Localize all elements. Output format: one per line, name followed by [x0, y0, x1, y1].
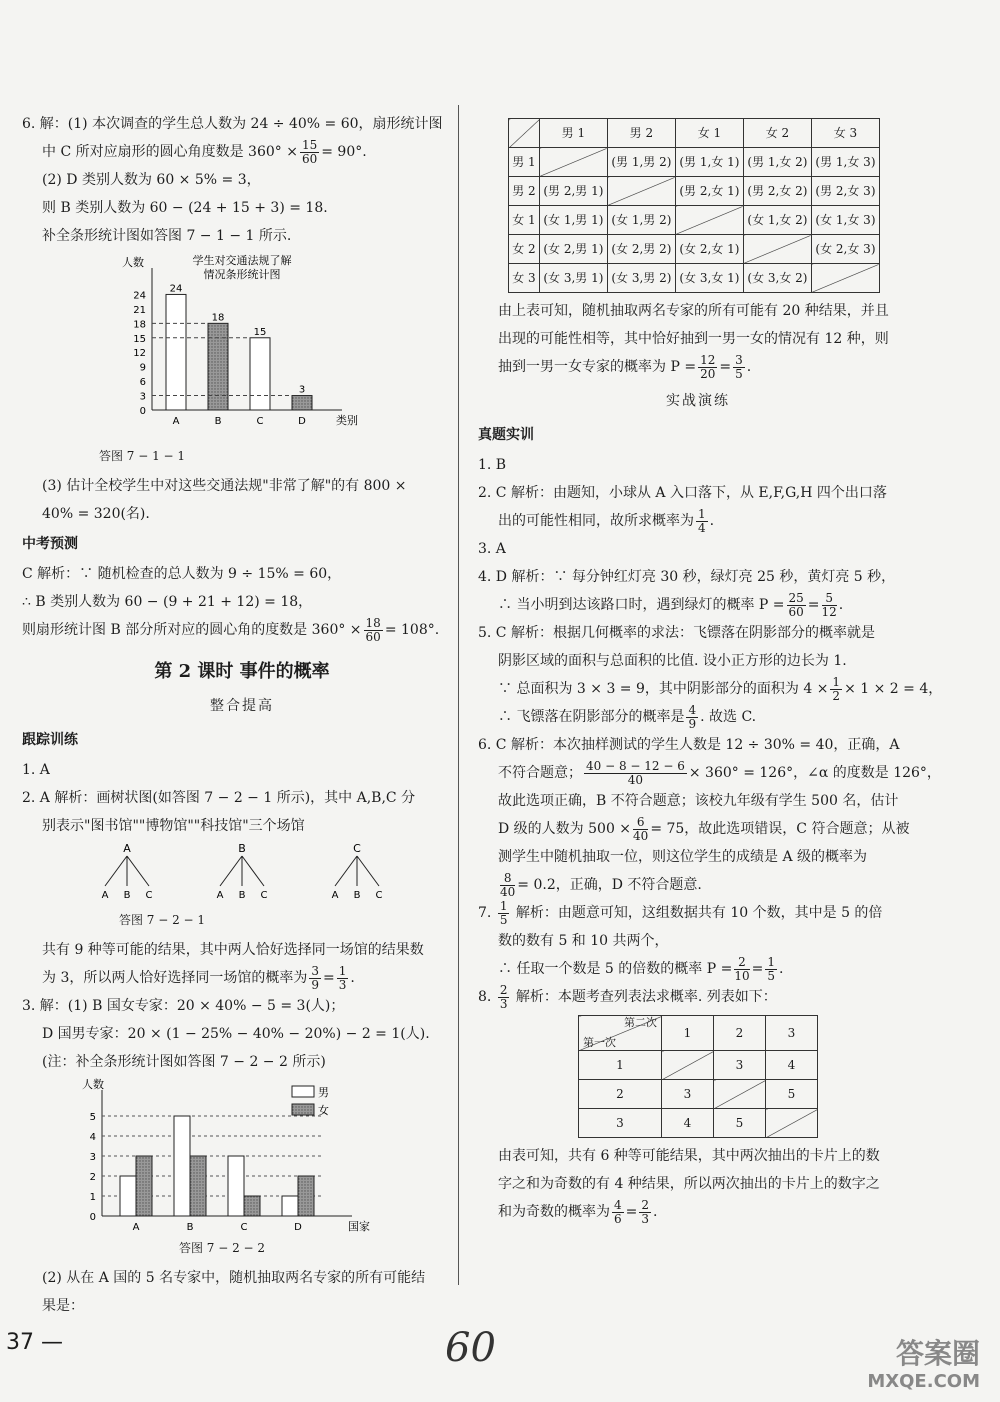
x-tick-label: D	[298, 416, 306, 427]
fraction: $\frac{40 - 8 - 12 - 6}{40}$	[586, 758, 685, 787]
bar-chart-1	[22, 250, 462, 440]
table-cell: (男 2,女 3)	[811, 177, 879, 206]
fraction: $\frac{25}{60}$	[788, 590, 804, 619]
fraction: $\frac{4}{6}$	[614, 1197, 622, 1226]
table-header-cell: 女 3	[811, 119, 879, 148]
text-line: 则 B 类别人数为 60 − (24 + 15 + 3) = 18.	[42, 200, 328, 216]
bar	[120, 1176, 136, 1216]
table-cell: 3	[714, 1051, 766, 1080]
tree-leaf: A	[101, 890, 109, 901]
bar	[250, 338, 270, 410]
section-heading: 跟踪训练	[22, 732, 78, 748]
table-corner	[509, 119, 540, 148]
fraction: $\frac{2}{10}$	[734, 954, 750, 983]
table-cell: (女 2,男 1)	[539, 235, 607, 264]
y-tick-label: 6	[139, 377, 146, 389]
x-tick-label: B	[214, 416, 222, 427]
table-cell	[743, 235, 811, 264]
text-line: (2) D 类别人数为 60 × 5% = 3，	[42, 172, 261, 188]
table-cell: (女 3,男 1)	[539, 264, 607, 293]
text-line: 2. C 解析：由题知，小球从 A 入口落下，从 E,F,G,H 四个出口落	[478, 485, 887, 501]
x-axis-label: 国家	[348, 1220, 370, 1232]
text-line: (2) 从在 A 国的 5 名专家中，随机抽取两名专家的所有可能结	[42, 1270, 426, 1286]
text-line: 补全条形统计图如答图 7 − 1 − 1 所示.	[42, 228, 292, 244]
table-cell	[766, 1109, 818, 1138]
fraction: $\frac{12}{20}$	[700, 352, 716, 381]
watermark-logo: 答案圈 MXQE.COM	[867, 1337, 980, 1392]
y-tick-label: 9	[139, 362, 146, 374]
table-row	[509, 148, 880, 177]
table-row-header: 女 2	[509, 235, 540, 264]
y-tick-label: 1	[89, 1192, 96, 1203]
y-tick-label: 21	[133, 304, 146, 316]
data-label: 24	[169, 283, 183, 295]
table-row-header: 1	[579, 1051, 662, 1080]
table-row	[509, 206, 880, 235]
sub-title: 实战演练	[666, 393, 730, 409]
legend-swatch	[292, 1104, 314, 1115]
table-cell: (女 2,女 1)	[675, 235, 743, 264]
lesson-title: 第 2 课时 事件的概率	[154, 661, 330, 682]
text-line: 40% = 320(名).	[42, 506, 150, 522]
table-row	[509, 177, 880, 206]
table-row-header: 3	[579, 1109, 662, 1138]
tree-root: A	[123, 842, 131, 855]
text-line: 7. $\frac{1}{5}$ 解析：由题意可知，这组数据共有 10 个数，其中是 5 的倍	[478, 898, 883, 927]
table-cell: (男 2,女 2)	[743, 177, 811, 206]
y-tick-label: 3	[89, 1152, 96, 1163]
table-header-cell: 3	[766, 1016, 818, 1051]
fraction: $\frac{6}{40}$	[633, 814, 649, 843]
fraction: $\frac{1}{3}$	[338, 963, 347, 992]
x-axis-label: 类别	[336, 414, 358, 427]
table-row-header: 女 3	[509, 264, 540, 293]
y-tick-label: 4	[89, 1132, 96, 1143]
y-tick-label: 24	[133, 290, 146, 302]
table-row	[509, 264, 880, 293]
tree-leaf: B	[238, 890, 246, 901]
text-line: 出的可能性相同，故所求概率为 $\frac{1}{4}$ .	[498, 506, 715, 535]
text-line: 和为奇数的概率为 $\frac{4}{6}$ = $\frac{2}{3}$ .	[498, 1197, 658, 1226]
fraction: $\frac{8}{40}$	[500, 870, 516, 899]
page-number: 37 —	[6, 1330, 63, 1355]
fraction: $\frac{15}{60}$	[301, 137, 318, 166]
fraction: $\frac{2}{3}$	[499, 982, 508, 1011]
table-cell: (女 1,男 1)	[539, 206, 607, 235]
bar	[208, 323, 228, 410]
table-header-cell: 1	[662, 1016, 714, 1051]
figure-caption: 答图 7 − 2 − 2	[178, 1241, 266, 1255]
text-line: 阴影区域的面积与总面积的比值. 设小正方形的边长为 1.	[498, 653, 847, 669]
section-heading: 真题实训	[478, 427, 534, 443]
text-line: 4. D 解析：∵ 每分钟红灯亮 30 秒，绿灯亮 25 秒，黄灯亮 5 秒，	[478, 569, 896, 585]
table-cell: (男 1,男 2)	[607, 148, 675, 177]
tree-leaf: C	[260, 890, 268, 901]
text-line: ∵ 总面积为 3 × 3 = 9，其中阴影部分的面积为 4 × $\frac{1}{2}$ × 1 × 2 = 4，	[498, 674, 943, 703]
bar-chart-1-svg	[22, 250, 462, 440]
table-row-header: 2	[579, 1080, 662, 1109]
bar	[282, 1196, 298, 1216]
table-cell: (女 3,男 2)	[607, 264, 675, 293]
table-cell: (女 3,女 1)	[675, 264, 743, 293]
bar	[228, 1156, 244, 1216]
table-cell: (女 1,女 3)	[811, 206, 879, 235]
tree-branch	[105, 856, 127, 886]
text-line: (3) 估计全校学生中对这些交通法规"非常了解"的有 800 ×	[42, 478, 407, 494]
text-line: 测学生中随机抽取一位，则这位学生的成绩是 A 级的概率为	[498, 849, 868, 865]
fraction: $\frac{5}{12}$	[821, 590, 837, 619]
legend-label: 男	[318, 1086, 329, 1099]
text-line: 抽到一男一女专家的概率为 P = $\frac{12}{20}$ = $\frac{3}{5}$ .	[498, 352, 752, 381]
fraction: $\frac{1}{5}$	[499, 898, 508, 927]
text-line: 1. A	[22, 762, 50, 778]
text-line: ∴ 当小明到达该路口时，遇到绿灯的概率 P = $\frac{25}{60}$ = $\frac{5}{12}$ .	[498, 590, 844, 619]
tree-leaf: A	[331, 890, 339, 901]
x-tick-label: C	[256, 416, 264, 427]
table-cell: (男 1,女 2)	[743, 148, 811, 177]
sum-table	[578, 1015, 818, 1138]
table-header-cell: 女 1	[675, 119, 743, 148]
x-tick-label: A	[132, 1222, 140, 1232]
tree-root: B	[238, 842, 246, 855]
x-tick-label: B	[186, 1222, 194, 1232]
text-line: ∴ 飞镖落在阴影部分的概率是 $\frac{4}{9}$ . 故选 C.	[498, 702, 757, 731]
text-line: ∴ B 类别人数为 60 − (9 + 21 + 12) = 18，	[22, 594, 313, 610]
data-label: 18	[211, 312, 225, 324]
text-line: 由表可知，共有 6 种等可能结果，其中两次抽出的卡片上的数	[498, 1148, 880, 1164]
text-line: 数的数有 5 和 10 共两个，	[498, 933, 669, 949]
tree-branch	[127, 856, 149, 886]
legend-swatch	[292, 1086, 314, 1097]
table-corner	[579, 1016, 662, 1051]
tree-branch	[242, 856, 264, 886]
text-line: 2. A 解析：画树状图(如答图 7 − 2 − 1 所示)，其中 A,B,C 分	[22, 790, 416, 806]
table-row	[579, 1080, 818, 1109]
text-line: 字之和为奇数的有 4 种结果，所以两次抽出的卡片上的数字之	[498, 1176, 880, 1192]
table-cell: (女 2,女 3)	[811, 235, 879, 264]
bar-chart-2	[22, 1076, 462, 1232]
figure-caption: 答图 7 − 1 − 1	[98, 449, 186, 463]
y-tick-label: 5	[89, 1112, 96, 1123]
text-line: 为 3，所以两人恰好选择同一场馆的概率为 $\frac{3}{9}$ = $\frac{1}{3}$ .	[42, 963, 355, 992]
text-line: 别表示"图书馆""博物馆""科技馆"三个场馆	[42, 818, 305, 834]
data-label: 3	[298, 384, 306, 396]
right-column	[478, 118, 943, 1226]
text-line: 果是：	[42, 1298, 84, 1314]
y-tick-label: 2	[89, 1172, 96, 1183]
fraction: $\frac{3}{9}$	[311, 963, 319, 992]
tree-leaf: C	[145, 890, 153, 901]
y-axis-label: 人数	[122, 256, 144, 269]
x-tick-label: A	[172, 416, 180, 427]
bar	[292, 396, 312, 410]
text-line: ∴ 任取一个数是 5 的倍数的概率 P = $\frac{2}{10}$ = $\frac{1}{5}$ .	[498, 954, 784, 983]
table-row-header: 男 1	[509, 148, 540, 177]
tree-branch	[220, 856, 242, 886]
fraction: $\frac{2}{3}$	[641, 1197, 650, 1226]
table-cell	[675, 206, 743, 235]
text-line: 故此选项正确，B 不符合题意；该校九年级有学生 500 名，估计	[498, 793, 899, 809]
table-row	[579, 1109, 818, 1138]
text-line: C 解析：∵ 随机检查的总人数为 9 ÷ 15% = 60，	[22, 566, 342, 582]
table-cell	[811, 264, 879, 293]
tree-root: C	[353, 842, 361, 855]
tree-diagram-svg	[22, 840, 462, 904]
bar	[298, 1176, 314, 1216]
table-cell: 5	[766, 1080, 818, 1109]
text-line: 由上表可知，随机抽取两名专家的所有可能有 20 种结果，并且	[498, 303, 889, 319]
text-line: $\frac{8}{40}$ = 0.2，正确，D 不符合题意.	[500, 870, 702, 899]
tree-leaf: C	[375, 890, 383, 901]
bar	[136, 1156, 152, 1216]
y-axis-label: 人数	[82, 1078, 104, 1091]
x-tick-label: D	[294, 1222, 302, 1232]
tree-leaf: B	[353, 890, 361, 901]
table-cell: (女 1,男 2)	[607, 206, 675, 235]
fraction: $\frac{18}{60}$	[365, 615, 381, 644]
text-line: (注：补全条形统计图如答图 7 − 2 − 2 所示)	[42, 1054, 326, 1070]
left-column	[22, 110, 462, 1320]
table-cell	[539, 148, 607, 177]
y-tick-label: 0	[89, 1212, 96, 1223]
text-line: 5. C 解析：根据几何概率的求法：飞镖落在阴影部分的概率就是	[478, 625, 875, 641]
text-line: 中 C 所对应扇形的圆心角度数是 360° × $\frac{15}{60}$ = 90°.	[42, 137, 367, 166]
table-cell: (男 1,女 1)	[675, 148, 743, 177]
table-cell: (女 2,男 2)	[607, 235, 675, 264]
table-row-header: 女 1	[509, 206, 540, 235]
text-line: 6. 解：(1) 本次调查的学生总人数为 24 ÷ 40% = 60，扇形统计图	[22, 116, 443, 132]
table-cell	[714, 1080, 766, 1109]
fraction: $\frac{1}{5}$	[767, 954, 775, 983]
table-cell: 3	[662, 1080, 714, 1109]
tree-leaf: A	[216, 890, 224, 901]
text-line: 则扇形统计图 B 部分所对应的圆心角的度数是 360° × $\frac{18}{60}$ = 108°.	[22, 615, 440, 644]
tree-leaf: B	[123, 890, 131, 901]
bar	[190, 1156, 206, 1216]
sum-table-wrap	[578, 1015, 918, 1138]
table-header-cell: 2	[714, 1016, 766, 1051]
tree-branch	[357, 856, 379, 886]
handwritten-number: 60	[445, 1325, 496, 1371]
section-heading: 中考预测	[22, 536, 78, 552]
text-line: D 国男专家：20 × (1 − 25% − 40% − 20%) − 2 = 1(人).	[42, 1026, 430, 1042]
fraction: $\frac{1}{4}$	[698, 506, 706, 535]
fraction: $\frac{3}{5}$	[735, 352, 743, 381]
text-line: D 级的人数为 500 × $\frac{6}{40}$ = 75，故此选项错误，C 符合题意；从被	[498, 814, 910, 843]
table-cell: (女 3,女 2)	[743, 264, 811, 293]
text-line: 8. $\frac{2}{3}$ 解析：本题考查列表法求概率. 列表如下：	[478, 982, 777, 1011]
table-cell: (女 1,女 2)	[743, 206, 811, 235]
text-line: 出现的可能性相等，其中恰好抽到一男一女的情况有 12 种，则	[498, 331, 889, 347]
corner-label: 第一次	[583, 1036, 616, 1049]
pair-table	[508, 118, 880, 293]
table-header-cell: 男 2	[607, 119, 675, 148]
text-line: 3. 解：(1) B 国女专家：20 × 40% − 5 = 3(人)；	[22, 998, 345, 1014]
y-tick-label: 15	[133, 333, 146, 345]
y-tick-label: 3	[139, 391, 146, 403]
y-tick-label: 0	[139, 406, 146, 417]
x-tick-label: C	[240, 1222, 248, 1232]
y-tick-label: 12	[133, 348, 146, 360]
text-line: 不符合题意； $\frac{40 - 8 - 12 - 6}{40}$ × 360° = 126°，∠α 的度数是 126°，	[498, 758, 941, 787]
fraction: $\frac{4}{9}$	[688, 702, 697, 731]
text-line: 6. C 解析：本次抽样测试的学生人数是 12 ÷ 30% = 40，正确，A	[478, 737, 900, 753]
fraction: $\frac{1}{2}$	[832, 674, 841, 703]
bar	[244, 1196, 260, 1216]
table-cell: 4	[662, 1109, 714, 1138]
y-tick-label: 18	[133, 319, 146, 331]
sub-title: 整合提高	[210, 698, 274, 714]
corner-label: 第二次	[624, 1016, 657, 1029]
bar	[174, 1116, 190, 1216]
pair-table-wrap	[508, 118, 918, 293]
chart-title: 学生对交通法规了解	[192, 254, 292, 267]
table-cell: 4	[766, 1051, 818, 1080]
text-line: 共有 9 种等可能的结果，其中两人恰好选择同一场馆的结果数	[42, 942, 424, 958]
text-line: 3. A	[478, 541, 506, 557]
table-header-cell: 男 1	[539, 119, 607, 148]
table-cell	[607, 177, 675, 206]
bar	[166, 294, 186, 410]
figure-caption: 答图 7 − 2 − 1	[118, 913, 206, 927]
data-label: 15	[253, 326, 267, 338]
table-cell	[662, 1051, 714, 1080]
table-row-header: 男 2	[509, 177, 540, 206]
table-cell: 5	[714, 1109, 766, 1138]
tree-branch	[335, 856, 357, 886]
table-cell: (男 2,女 1)	[675, 177, 743, 206]
table-row	[579, 1051, 818, 1080]
table-row	[509, 235, 880, 264]
table-cell: (男 2,男 1)	[539, 177, 607, 206]
tree-diagram	[22, 840, 462, 904]
bar-chart-2-svg	[22, 1076, 462, 1232]
table-header-cell: 女 2	[743, 119, 811, 148]
table-cell: (男 1,女 3)	[811, 148, 879, 177]
text-line: 1. B	[478, 457, 507, 473]
chart-title: 情况条形统计图	[203, 268, 281, 281]
legend-label: 女	[318, 1104, 329, 1117]
